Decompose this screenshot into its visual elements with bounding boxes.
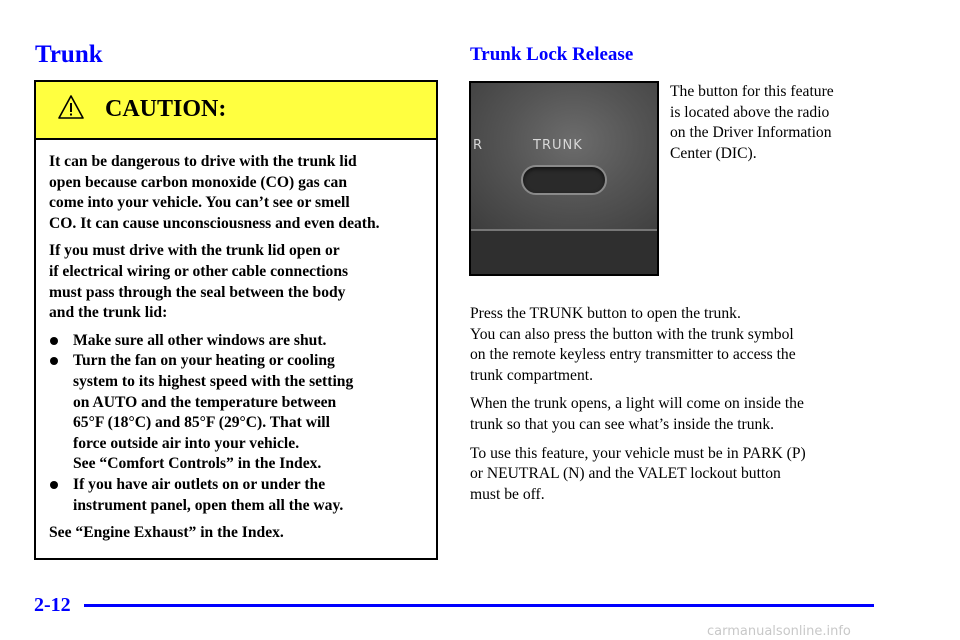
bullet-icon <box>50 481 58 489</box>
caution-bullet-item <box>49 475 434 516</box>
body-paragraph: When the trunk opens, a light will come on inside the trunk so that you can see what’s inside the trunk. <box>470 395 804 433</box>
body-paragraph: Press the TRUNK button to open the trunk. You can also press the button with the trunk symbol on the remote keyless entry transmitter to access the trunk compartment. <box>470 305 796 384</box>
photo-panel-lower <box>471 229 657 276</box>
photo-panel-upper <box>471 83 657 229</box>
caution-box <box>34 80 438 560</box>
bullet-icon <box>50 337 58 345</box>
page-title: Trunk <box>35 41 103 68</box>
watermark: carmanualsonline.info <box>707 624 851 639</box>
bullet-text: If you have air outlets on or under the instrument panel, open them all the way. <box>73 475 344 514</box>
caution-header <box>36 82 436 140</box>
caution-title: CAUTION: <box>105 96 227 122</box>
caution-body <box>49 152 434 551</box>
photo-trunk-label: TRUNK <box>533 138 583 153</box>
caution-bullet-item <box>49 351 434 475</box>
caution-paragraph: If you must drive with the trunk lid open or if electrical wiring or other cable connections must pass through the seal between the body and the trunk lid: <box>49 242 349 322</box>
caution-bullet-item <box>49 331 434 352</box>
photo-side-text: The button for this feature is located above the radio on the Driver Information Center (DIC). <box>670 83 834 162</box>
trunk-button-photo <box>469 81 659 276</box>
page-number: 2-12 <box>34 594 71 616</box>
caution-footer: See “Engine Exhaust” in the Index. <box>49 524 284 542</box>
trunk-lock-body <box>470 304 880 513</box>
photo-trunk-button <box>521 165 607 195</box>
warning-triangle-icon <box>57 94 85 120</box>
bullet-text: Make sure all other windows are shut. <box>73 331 327 349</box>
bullet-icon <box>50 357 58 365</box>
caution-bullet-list <box>49 331 434 516</box>
bullet-text: Turn the fan on your heating or cooling system to its highest speed with the setting on AUTO and the temperature between 65°F (18°C) and 85°F (29°C). That will force outside air into your vehicle. See “Comfort Controls” in the Index. <box>73 352 354 473</box>
photo-left-letter: R <box>473 138 483 153</box>
section-heading: Trunk Lock Release <box>470 44 634 65</box>
caution-paragraph: It can be dangerous to drive with the trunk lid open because carbon monoxide (CO) gas can come into your vehicle. You can’t see or smell CO. It can cause unconsciousness and even death. <box>49 153 380 232</box>
footer-rule <box>84 604 874 607</box>
body-paragraph: To use this feature, your vehicle must be in PARK (P) or NEUTRAL (N) and the VALET lockout button must be off. <box>470 444 806 503</box>
